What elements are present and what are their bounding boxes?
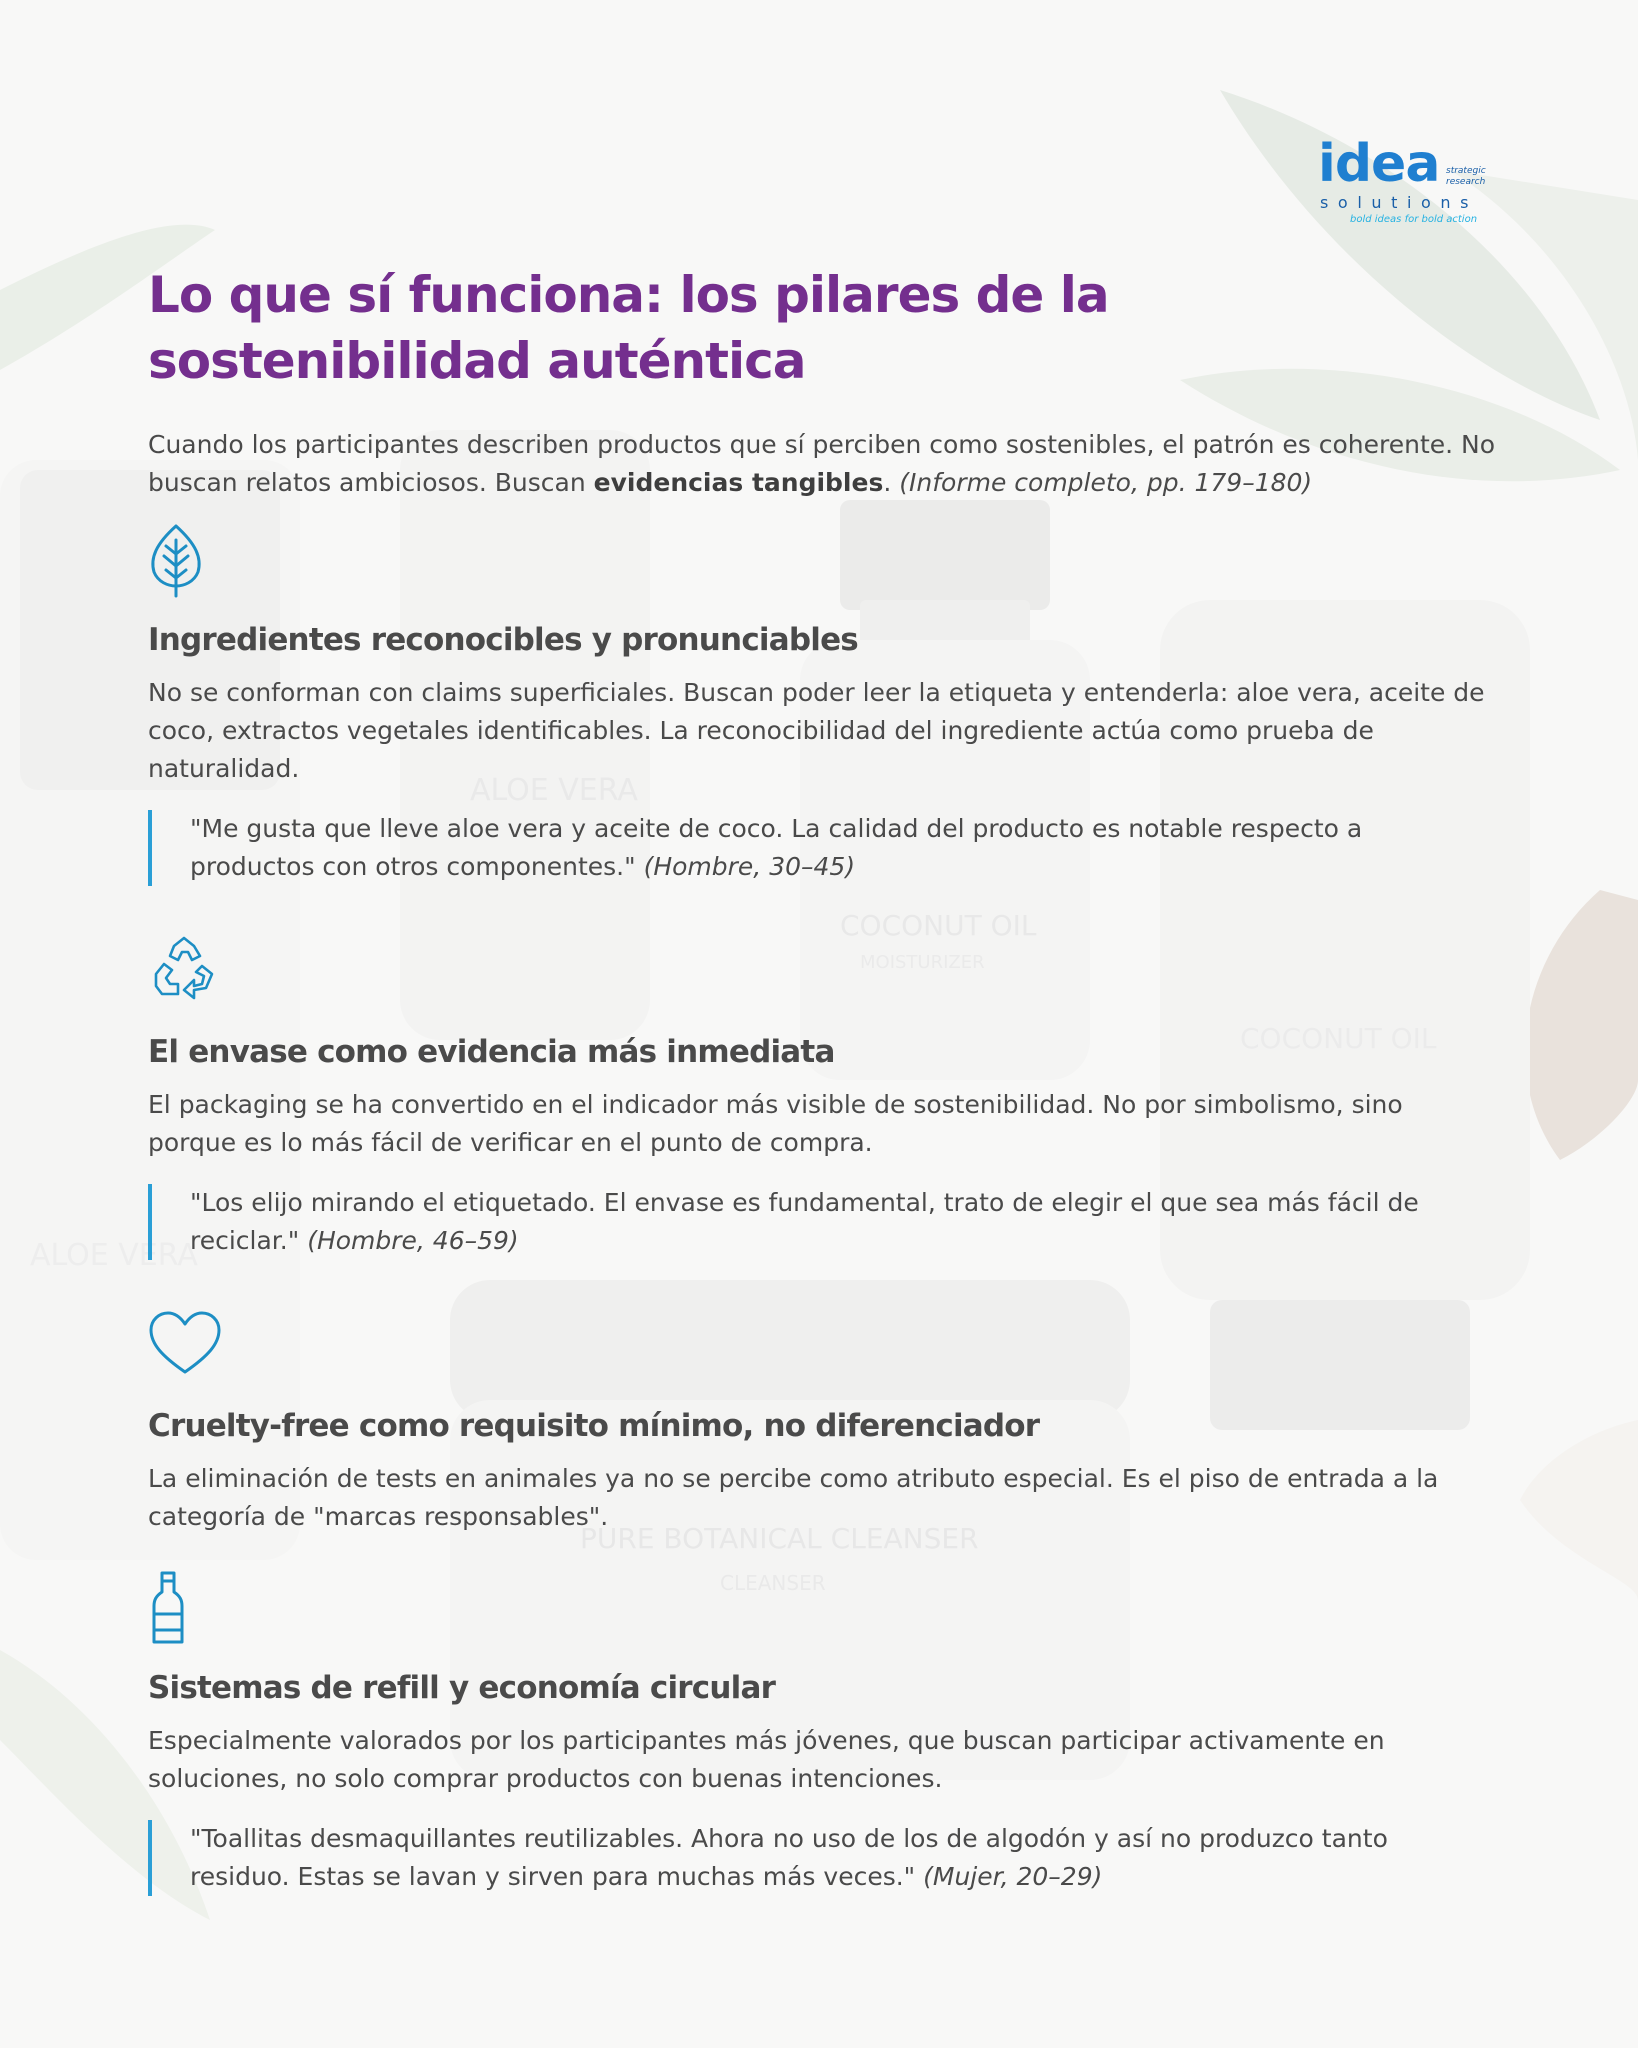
heart-icon bbox=[148, 1310, 222, 1376]
recycle-icon bbox=[148, 934, 220, 1006]
quote-refill: "Toallitas desmaquillantes reutilizables. Ahora no uso de los de algodón y así no produzco tanto residuo. Estas se lavan y sirven para muchas más veces." (Mujer, 20–29) bbox=[148, 1820, 1480, 1896]
quote-ingredients: "Me gusta que lleve aloe vera y aceite de coco. La calidad del producto es notable respecto a productos con otros componentes." (Hombre, 30–45) bbox=[148, 810, 1480, 886]
section-title-ingredients: Ingredientes reconocibles y pronunciables bbox=[148, 622, 858, 658]
section-title-cruelty-free: Cruelty-free como requisito mínimo, no diferenciador bbox=[148, 1408, 1040, 1444]
logo-tagline: bold ideas for bold action bbox=[1350, 214, 1478, 225]
section-title-packaging: El envase como evidencia más inmediata bbox=[148, 1034, 835, 1070]
idea-solutions-logo bbox=[1318, 134, 1486, 226]
logo-word: idea bbox=[1318, 134, 1440, 194]
logo-side-text: strategic research bbox=[1446, 166, 1486, 187]
intro-paragraph: Cuando los participantes describen productos que sí perciben como sostenibles, el patrón es coherente. No buscan relatos ambiciosos. Buscan evidencias tangibles. (Informe completo, pp. 179–180) bbox=[148, 430, 1496, 497]
intro-citation: (Informe completo, pp. 179–180) bbox=[899, 468, 1313, 497]
page-title: Lo que sí funciona: los pilares de la sostenibilidad auténtica bbox=[148, 266, 1109, 390]
quote-source: (Hombre, 30–45) bbox=[643, 852, 856, 881]
quote-packaging: "Los elijo mirando el etiquetado. El envase es fundamental, trato de elegir el que sea más fácil de reciclar." (Hombre, 46–59) bbox=[148, 1184, 1480, 1260]
section-text-cruelty-free: La eliminación de tests en animales ya no se percibe como atributo especial. Es el piso de entrada a la categoría de "marcas responsables". bbox=[148, 1464, 1439, 1531]
logo-sub: solutions bbox=[1320, 193, 1479, 212]
bottle-icon bbox=[148, 1570, 188, 1646]
section-text-ingredients: No se conforman con claims superficiales. Buscan poder leer la etiqueta y entenderla: aloe vera, aceite de coco, extractos vegetales identificables. La reconocibilidad del ingrediente actúa como prueba de naturalidad. bbox=[148, 678, 1485, 783]
quote-source: (Hombre, 46–59) bbox=[307, 1226, 519, 1255]
leaf-icon bbox=[148, 522, 204, 598]
quote-source: (Mujer, 20–29) bbox=[923, 1862, 1103, 1891]
intro-emphasis: evidencias tangibles bbox=[593, 468, 884, 497]
section-text-packaging: El packaging se ha convertido en el indicador más visible de sostenibilidad. No por simbolismo, sino porque es lo más fácil de verificar en el punto de compra. bbox=[148, 1090, 1403, 1157]
section-text-refill: Especialmente valorados por los participantes más jóvenes, que buscan participar activamente en soluciones, no solo comprar productos con buenas intenciones. bbox=[148, 1726, 1385, 1793]
section-title-refill: Sistemas de refill y economía circular bbox=[148, 1670, 776, 1706]
